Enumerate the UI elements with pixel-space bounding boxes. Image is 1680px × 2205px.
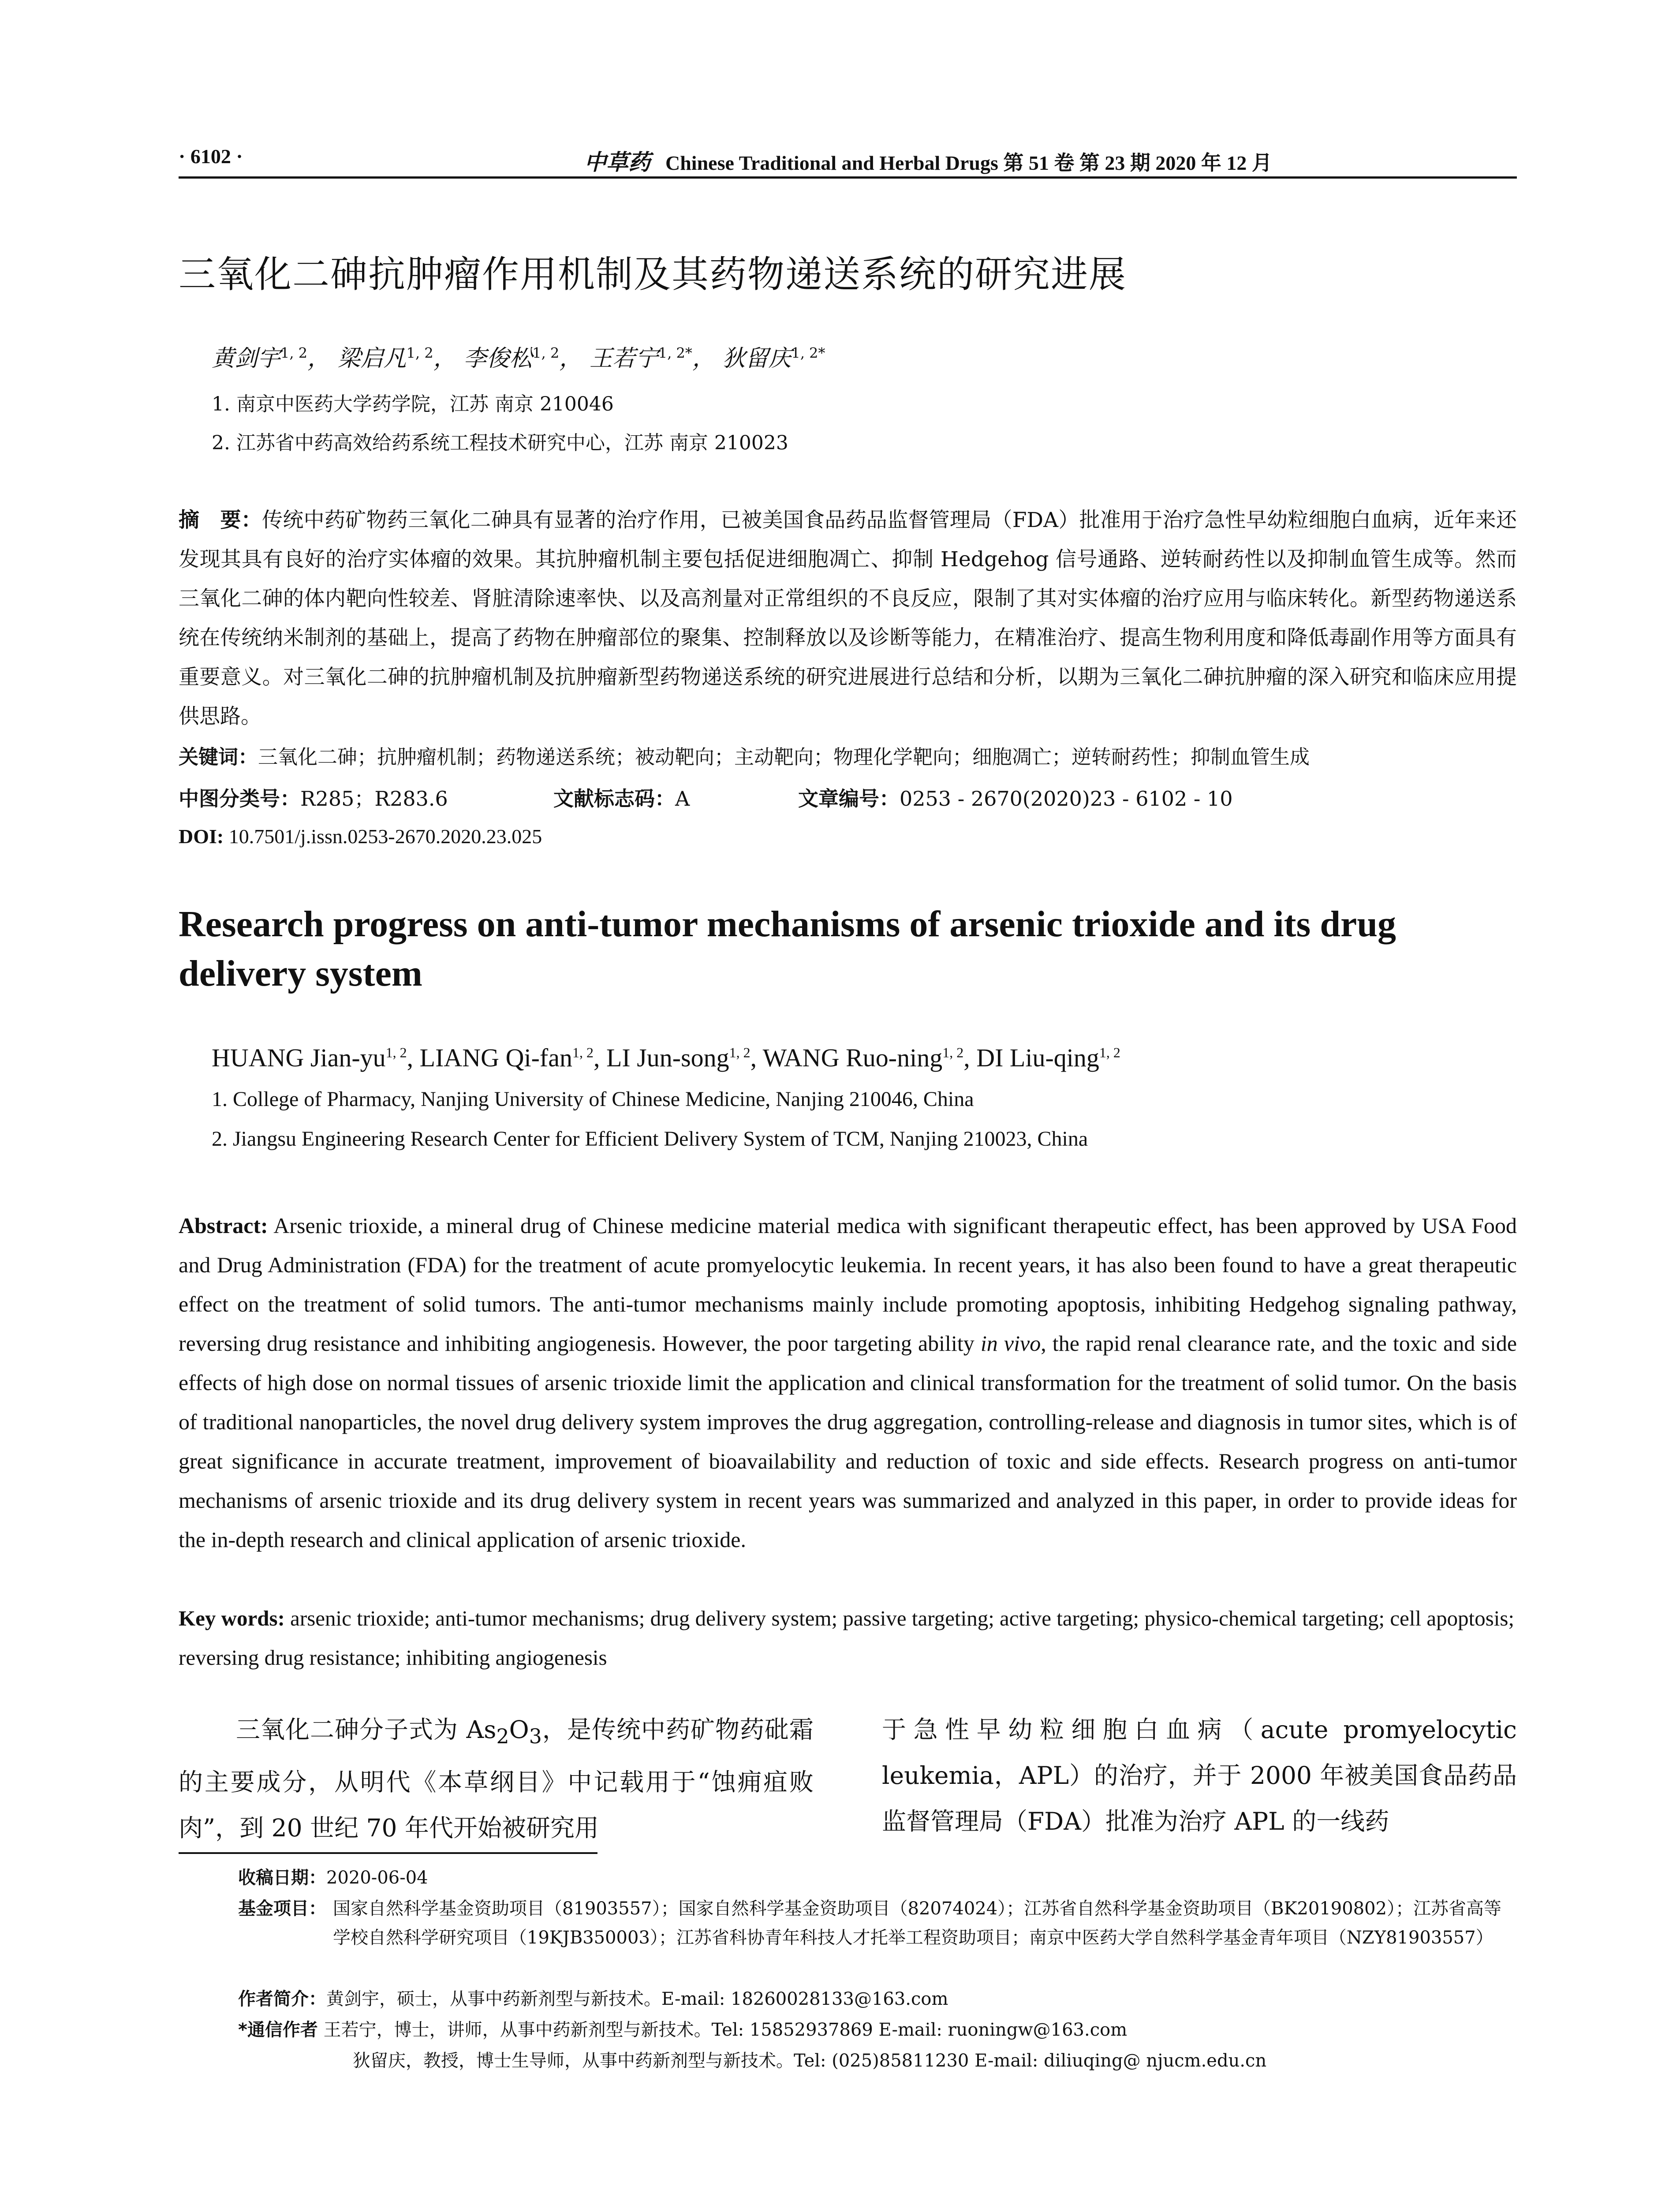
author-affil-sup: 1, 2* (658, 344, 692, 362)
doccode-label: 文献标志码： (553, 787, 675, 811)
body-column-right: 于急性早幼粒细胞白血病（acute promyelocytic leukemia，APL）的治疗，并于 2000 年被美国食品药品监督管理局（FDA）批准为治疗 APL 的一线药 (882, 1715, 1517, 1835)
abstract-en (179, 1206, 1517, 1559)
keywords-en (179, 1599, 1517, 1677)
running-header (179, 140, 1517, 176)
affiliation-en-2: 2. Jiangsu Engineering Research Center for Efficient Delivery System of TCM, Nanjing 210023, China (212, 1127, 1088, 1151)
author: 王若宁 (589, 345, 658, 372)
fund-label: 基金项目： (238, 1899, 326, 1919)
doi-label: DOI: (179, 825, 224, 848)
received-value: 2020-06-04 (326, 1868, 428, 1888)
author-bio-label: 作者简介： (238, 1989, 326, 2009)
doi-value: 10.7501/j.issn.0253-2670.2020.23.025 (228, 825, 542, 848)
author-affil-sup: 1, 2 (385, 1044, 407, 1061)
doccode-value: A (675, 787, 690, 811)
journal-issue: Chinese Traditional and Herbal Drugs 第 51 卷 第 23 期 2020 年 12 月 (665, 152, 1272, 174)
author-affil-sup: 1, 2 (532, 344, 560, 362)
title-cn: 三氧化二砷抗肿瘤作用机制及其药物递送系统的研究进展 (179, 253, 1127, 296)
footnote-correspondence-2: 狄留庆，教授，博士生导师，从事中药新剂型与新技术。Tel: (025)85811230 E-mail: diliuqing@ njucm.edu.cn (353, 2051, 1267, 2071)
body-text: 三氧化二砷分子式为 As (236, 1715, 497, 1744)
header-rule (179, 176, 1517, 179)
author-affil-sup: 1, 2 (942, 1044, 964, 1061)
journal-name-cn: 中草药 (584, 149, 650, 175)
received-label: 收稿日期： (238, 1868, 326, 1888)
author-affil-sup: 1, 2 (1099, 1044, 1120, 1061)
authors-cn: 黄剑宇$^{1, 2}$， 梁启凡$^{1, 2}$， 李俊松$^{1, 2}$， 王若宁$^{1, 2*}$， 狄留庆$^{1, 2*}$ (212, 344, 825, 372)
correspondence-label: *通信作者 (238, 2020, 318, 2040)
abstract-en-italic: in vivo (980, 1331, 1041, 1356)
article-no-label: 文章编号： (798, 787, 900, 811)
author: 黄剑宇 (212, 345, 281, 372)
keywords-cn-label: 关键词： (179, 745, 258, 769)
abstract-cn (179, 501, 1517, 736)
body-text: O (509, 1715, 529, 1744)
keywords-en-text: arsenic trioxide; anti-tumor mechanisms; drug delivery system; passive targeting; active targeting; physico-chemical targeting; cell apoptosis; reversing drug resistance; inhibiting angiogenesis (179, 1606, 1515, 1670)
author-bio: 黄剑宇，硕士，从事中药新剂型与新技术。E-mail: 18260028133@163.com (326, 1989, 948, 2009)
clc-value: R285；R283.6 (300, 787, 448, 811)
subscript: 2 (496, 1724, 509, 1748)
author: DI Liu-qing (976, 1043, 1099, 1072)
keywords-cn (179, 741, 1517, 770)
doi-line (179, 825, 542, 848)
clc-label: 中图分类号： (179, 787, 300, 811)
keywords-en-label: Key words: (179, 1606, 285, 1630)
subscript: 3 (529, 1724, 542, 1748)
author: LI Jun-song (606, 1043, 729, 1072)
affiliation-cn-1: 1. 南京中医药大学药学院，江苏 南京 210046 (212, 393, 614, 415)
article-no-value: 0253 - 2670(2020)23 - 6102 - 10 (900, 787, 1233, 811)
authors-en: HUANG Jian-yu$^{1, 2}$, LIANG Qi-fan$^{1, 2}$, LI Jun-song$^{1, 2}$, WANG Ruo-ning$^{1, 2}$, DI Liu-qing$^{1, 2}$ (212, 1043, 1120, 1072)
author: HUANG Jian-yu (212, 1043, 386, 1072)
affiliation-en-1: 1. College of Pharmacy, Nanjing University of Chinese Medicine, Nanjing 210046, China (212, 1088, 974, 1111)
abstract-en-text-b: , the rapid renal clearance rate, and the toxic and side effects of high dose on normal tissues of arsenic trioxide limit the application and clinical transformation for the treatment of solid tumor. On the basis of traditional nanoparticles, the novel drug delivery system improves the drug aggregation, controlling-release and diagnosis in tumor sites, which is of great significance in accurate treatment, improvement of bioavailability and reduction of toxic and side effects. Research progress on anti-tumor mechanisms of arsenic trioxide and its drug delivery system in recent years was summarized and analyzed in this paper, in order to provide ideas for the in-depth research and clinical application of arsenic trioxide. (179, 1331, 1517, 1552)
keywords-cn-text: 三氧化二砷；抗肿瘤机制；药物递送系统；被动靶向；主动靶向；物理化学靶向；细胞凋亡；逆转耐药性；抑制血管生成 (258, 745, 1310, 769)
body-text: ，是传统中药矿物药砒霜的主要成分，从明代《本草纲目》中记载用于“蚀痈疽败肉”，到 20 世纪 70 年代开始被研究用 (179, 1715, 814, 1842)
page-number: · 6102 · (179, 145, 243, 168)
footnote-rule (179, 1852, 597, 1854)
abstract-cn-label: 摘 要： (179, 508, 262, 532)
author-affil-sup: 1, 2 (280, 344, 308, 362)
fund-value: 国家自然科学基金资助项目（81903557）；国家自然科学基金资助项目（82074024）；江苏省自然科学基金资助项目（BK20190802）；江苏省高等学校自然科学研究项目（19KJB350003）；江苏省科协青年科技人才托举工程资助项目；南京中医药大学自然科学基金青年项目（NZY81903557） (333, 1899, 1502, 1948)
author: LIANG Qi-fan (419, 1043, 572, 1072)
author: 狄留庆 (722, 345, 791, 372)
abstract-en-label: Abstract: (179, 1213, 268, 1238)
author-affil-sup: 1, 2 (406, 344, 433, 362)
abstract-cn-text: 传统中药矿物药三氧化二砷具有显著的治疗作用，已被美国食品药品监督管理局（FDA）批准用于治疗急性早幼粒细胞白血病，近年来还发现其具有良好的治疗实体瘤的效果。其抗肿瘤机制主要包括促进细胞凋亡、抑制 Hedgehog 信号通路、逆转耐药性以及抑制血管生成等。然而三氧化二砷的体内靶向性较差、肾脏清除速率快、以及高剂量对正常组织的不良反应，限制了其对实体瘤的治疗应用与临床转化。新型药物递送系统在传统纳米制剂的基础上，提高了药物在肿瘤部位的聚集、控制释放以及诊断等能力，在精准治疗、提高生物利用度和降低毒副作用等方面具有重要意义。对三氧化二砷的抗肿瘤机制及抗肿瘤新型药物递送系统的研究进展进行总结和分析，以期为三氧化二砷抗肿瘤的深入研究和临床应用提供思路。 (179, 508, 1517, 729)
title-en: Research progress on anti-tumor mechanisms of arsenic trioxide and its drug delivery system (179, 904, 1396, 994)
author-affil-sup: 1, 2* (791, 344, 825, 362)
footnote-received (238, 1863, 428, 1892)
author-affil-sup: 1, 2 (572, 1044, 594, 1061)
author: 李俊松 (463, 345, 533, 372)
correspondence-1: 王若宁，博士，讲师，从事中药新剂型与新技术。Tel: 15852937869 E-mail: ruoningw@163.com (323, 2020, 1127, 2040)
journal-info (584, 145, 1272, 176)
footnote-correspondence (238, 2015, 1127, 2044)
body-column-left (179, 1707, 814, 1851)
footnote-author (238, 1984, 948, 2014)
author: 梁启凡 (337, 345, 407, 372)
abstract-en-text-a: Arsenic trioxide, a mineral drug of Chinese medicine material medica with significant therapeutic effect, has been approved by USA Food and Drug Administration (FDA) for the treatment of acute promyelocytic leukemia. In recent years, it has also been found to have a great therapeutic effect on the treatment of solid tumors. The anti-tumor mechanisms mainly include promoting apoptosis, inhibiting Hedgehog signaling pathway, reversing drug resistance and inhibiting angiogenesis. However, the poor targeting ability (179, 1213, 1517, 1356)
author-affil-sup: 1, 2 (729, 1044, 750, 1061)
affiliation-cn-2: 2. 江苏省中药高效给药系统工程技术研究中心，江苏 南京 210023 (212, 432, 788, 454)
author: WANG Ruo-ning (762, 1043, 943, 1072)
footnote-fund (238, 1894, 1517, 1948)
